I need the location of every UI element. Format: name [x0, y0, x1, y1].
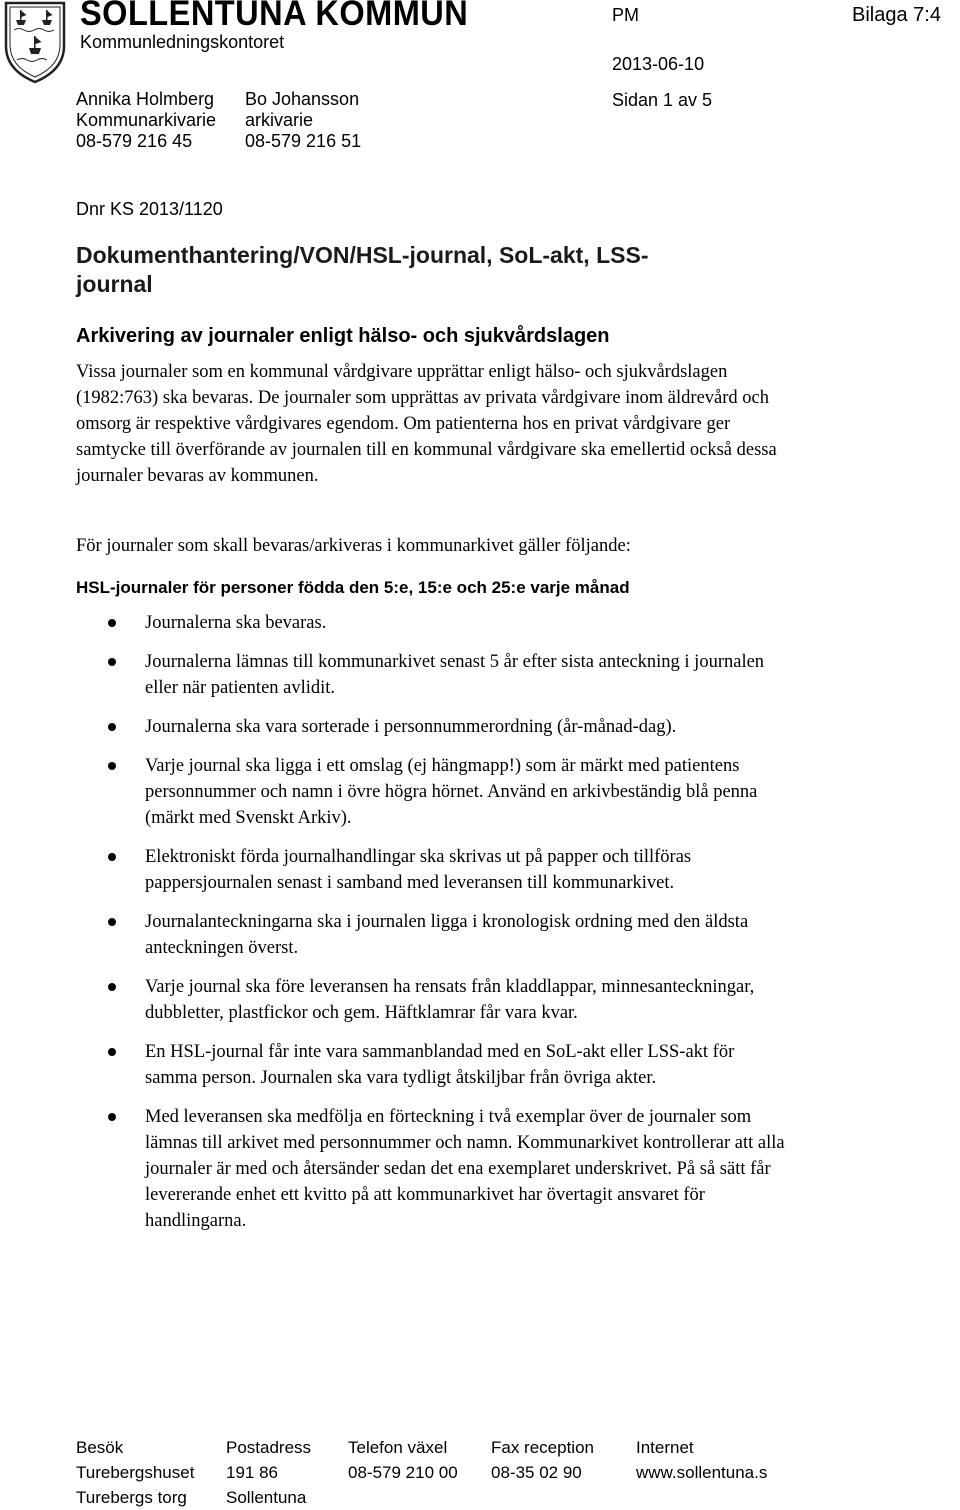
doc-date: 2013-06-10	[612, 54, 705, 74]
list-item-text: Elektroniskt förda journalhandlingar ska skrivas ut på papper och tillföras pappersjournalen senast i samband med leveransen till kommunarkivet.	[145, 847, 692, 893]
contact-person	[76, 89, 216, 152]
requirements-list	[0, 610, 960, 1247]
footer-phone	[348, 1435, 458, 1485]
footer-label: Internet	[636, 1438, 694, 1457]
case-number: Dnr KS 2013/1120	[76, 199, 223, 219]
section-heading: Arkivering av journaler enligt hälso- och sjukvårdslagen	[76, 325, 610, 347]
bullet-dot-icon	[108, 762, 116, 770]
footer-link[interactable]: www.sollentuna.s	[636, 1463, 768, 1482]
list-item-text: Med leveransen ska medfölja en förteckning i två exemplar över de journaler som lämnas till arkivet med personnummer och namn. Kommunarkivet kontrollerar att alla journaler är med och återsänder sedan det ena exemplaret underskrivet. På så sätt får levererande enhet ett kvitto på att kommunarkivet har övertagit ansvaret för handlingarna.	[145, 1107, 785, 1231]
footer-value: 191 86	[226, 1463, 278, 1482]
footer-value: Turebergs torg	[76, 1488, 187, 1507]
list-item	[0, 753, 785, 831]
list-item-text: Journalerna lämnas till kommunarkivet senast 5 år efter sista anteckning i journalen eller när patienten avlidit.	[145, 652, 765, 698]
list-item	[0, 610, 785, 636]
department: Kommunledningskontoret	[80, 32, 285, 52]
bullet-dot-icon	[108, 983, 116, 991]
sub-heading: HSL-journaler för personer födda den 5:e, 15:e och 25:e varje månad	[76, 578, 630, 597]
org-name: SOLLENTUNA KOMMUN	[80, 0, 469, 33]
page-title	[76, 241, 756, 299]
footer-postal	[226, 1435, 311, 1510]
body-paragraph: För journaler som skall bevaras/arkiveras i kommunarkivet gäller följande:	[76, 536, 631, 556]
contact-phone: 08-579 216 45	[76, 131, 193, 151]
footer-label: Telefon växel	[348, 1438, 448, 1457]
body-paragraph: Vissa journaler som en kommunal vårdgivare upprättar enligt hälso- och sjukvårdslagen (1982:763) ska bevaras. De journaler som upprättas av privata vårdgivare inom äldrevård och omsorg är respektive vårdgivares egendom. Om patienterna hos en privat vårdgivare ger samtycke till överförande av journalen till en kommunal vårdgivare ska emellertid också dessa journaler bevaras av kommunen.	[76, 362, 777, 486]
bullet-dot-icon	[108, 918, 116, 926]
footer-value: Turebergshuset	[76, 1463, 195, 1482]
appendix-label: Bilaga 7:4	[852, 4, 941, 26]
list-item-text: En HSL-journal får inte vara sammanblandad med en SoL-akt eller LSS-akt för samma person. Journalen ska vara tydligt åtskiljbar från övriga akter.	[145, 1042, 735, 1088]
doc-type: PM	[612, 5, 639, 25]
footer-value: 08-35 02 90	[491, 1463, 582, 1482]
title-line: Dokumenthantering/VON/HSL-journal, SoL-akt, LSS-	[76, 242, 649, 268]
footer-label: Fax reception	[491, 1438, 594, 1457]
bullet-dot-icon	[108, 619, 116, 627]
page-number: Sidan 1 av 5	[612, 90, 713, 110]
bullet-dot-icon	[108, 853, 116, 861]
footer-value: Sollentuna	[226, 1488, 307, 1507]
footer-value: 08-579 210 00	[348, 1463, 458, 1482]
list-item	[0, 649, 785, 701]
bullet-dot-icon	[108, 1113, 116, 1121]
contact-role: arkivarie	[245, 110, 314, 130]
list-item-text: Varje journal ska ligga i ett omslag (ej hängmapp!) som är märkt med patientens personnummer och namn i övre högra hörnet. Använd en arkivbeständig blå penna (märkt med Svenskt Arkiv).	[145, 756, 758, 828]
list-item-text: Journalerna ska bevaras.	[145, 613, 327, 633]
list-item	[0, 1104, 785, 1234]
contact-name: Annika Holmberg	[76, 89, 215, 109]
footer-label: Postadress	[226, 1438, 312, 1457]
list-item	[0, 1039, 785, 1091]
footer-visit	[76, 1435, 194, 1510]
contact-phone: 08-579 216 51	[245, 131, 362, 151]
footer-fax	[491, 1435, 594, 1485]
contact-role: Kommunarkivarie	[76, 110, 217, 130]
bullet-dot-icon	[108, 658, 116, 666]
title-line: journal	[76, 271, 153, 297]
list-item-text: Varje journal ska före leveransen ha rensats från kladdlappar, minnesanteckningar, dubbletter, plastfickor och gem. Häftklamrar får vara kvar.	[145, 977, 755, 1023]
list-item	[0, 909, 785, 961]
bullet-dot-icon	[108, 723, 116, 731]
list-item	[0, 714, 785, 740]
list-item	[0, 974, 785, 1026]
footer-web	[636, 1435, 767, 1485]
list-item	[0, 844, 785, 896]
bullet-dot-icon	[108, 1048, 116, 1056]
list-item-text: Journalanteckningarna ska i journalen ligga i kronologisk ordning med den äldsta anteckningen överst.	[145, 912, 749, 958]
municipal-shield-logo	[2, 0, 68, 84]
footer-label: Besök	[76, 1438, 124, 1457]
contact-name: Bo Johansson	[245, 89, 360, 109]
list-item-text: Journalerna ska vara sorterade i personnummerordning (år-månad-dag).	[145, 717, 677, 737]
contact-person	[245, 89, 361, 152]
